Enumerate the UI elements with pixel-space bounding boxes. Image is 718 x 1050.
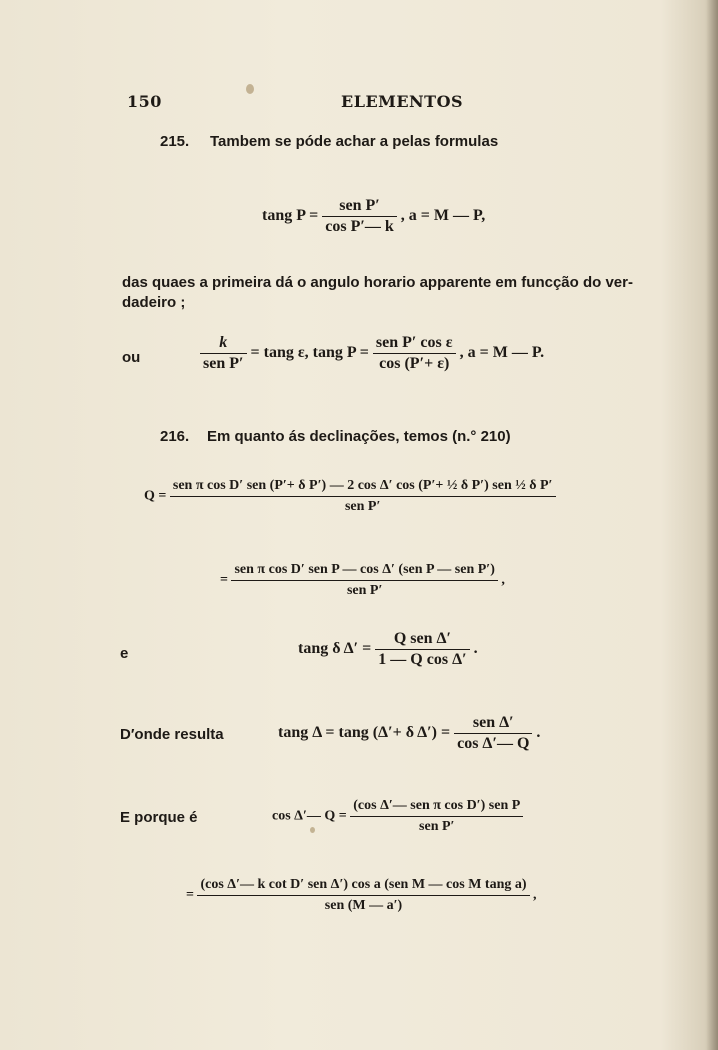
denominator: sen P′ [200,353,247,374]
formula-rest: . [536,724,541,742]
label-donde: D′onde resulta [120,726,224,743]
fraction [231,560,497,601]
fraction [197,875,529,916]
section-number-text: 215. [160,133,190,150]
numerator: sen P′ [339,197,380,214]
formula-cos [272,796,523,837]
formula-tang-p [262,196,485,237]
denominator: 1 — Q cos Δ′ [375,649,469,670]
denominator: sen (M — a′) [197,895,529,916]
fraction [322,196,397,237]
denominator: cos P′— k [322,216,397,237]
label-e: e [120,645,129,662]
formula-rest: , a = M — P, [400,207,486,225]
fraction [350,796,523,837]
fraction [375,629,469,670]
running-title: ELEMENTOS [341,92,464,111]
section-number [160,133,189,150]
formula-q-simplified [220,560,505,601]
numerator: k [219,334,228,351]
formula-rest: , [533,887,537,903]
formula-rest: , [501,572,505,588]
formula-tang-delta-prime [298,629,478,670]
label-porque: E porque é [120,809,198,826]
denominator: sen P′ [350,816,523,837]
numerator: (cos Δ′— k cot D′ sen Δ′) cos a (sen M — cos M tang a) [200,877,527,892]
label-ou: ou [122,349,141,366]
denominator: sen P′ [231,580,497,601]
fraction [373,333,456,374]
numerator: (cos Δ′— sen π cos D′) sen P [353,798,521,813]
paragraph-line: das quaes a primeira dá o angulo horario apparente em funcção do ver- [122,274,633,291]
formula-last [186,875,537,916]
formula-lhs: cos Δ′— Q = [272,808,347,824]
fraction [200,333,247,374]
formula-lhs: Q = [144,488,167,504]
section-number-text: 216. [160,428,190,445]
numerator: sen Δ′ [472,714,514,731]
ink-stain [246,84,254,94]
section-intro: Tambem se póde achar a pelas formulas [210,133,499,150]
numerator: sen P′ cos ε [375,334,453,351]
formula-tang-epsilon [200,333,544,374]
paragraph-line: dadeiro ; [122,294,186,311]
formula-lhs: tang P = [262,207,319,225]
denominator: sen P′ [170,496,556,517]
formula-lhs: = [186,887,194,903]
formula-lhs: tang Δ = tang (Δ′+ δ Δ′) = [278,724,451,742]
fraction [170,476,556,517]
section-intro: Em quanto ás declinações, temos (n.° 210) [207,428,511,445]
formula-lhs: = [220,572,228,588]
numerator: Q sen Δ′ [393,630,452,647]
denominator: cos (P′+ ε) [373,353,456,374]
formula-rest: . [473,640,478,658]
numerator: sen π cos D′ sen (P′+ δ P′) — 2 cos Δ′ cos (P′+ ½ δ P′) sen ½ δ P′ [172,478,553,493]
formula-rest: , a = M — P. [459,344,545,362]
numerator: sen π cos D′ sen P — cos Δ′ (sen P — sen P′) [234,562,495,577]
denominator: cos Δ′— Q [454,733,532,754]
page-edge-shadow [706,0,718,1050]
formula-lhs: tang δ Δ′ = [298,640,372,658]
section-number [160,428,189,445]
page-number: 150 [127,92,162,111]
formula-q [144,476,556,517]
formula-mid: = tang ε, tang P = [250,344,369,362]
fraction [454,713,532,754]
formula-tang-delta [278,713,540,754]
